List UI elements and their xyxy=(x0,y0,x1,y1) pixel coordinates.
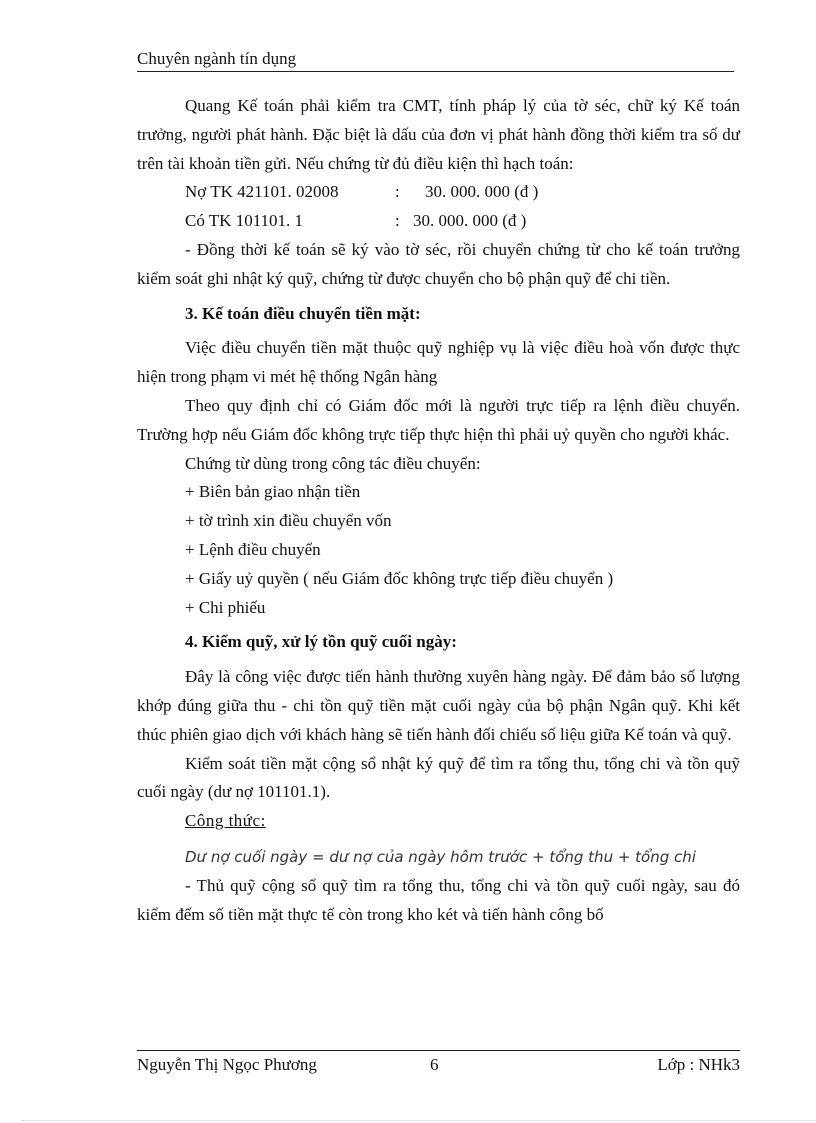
paragraph-1: Quang Kế toán phải kiểm tra CMT, tính pháp lý của tờ séc, chữ ký Kế toán trưởng, người phát hành. Đặc biệt là dấu của đơn vị phát hành đồng thời kiểm tra số dư trên tài khoản tiền gửi. Nếu chứng từ đủ điều kiện thì hạch toán: xyxy=(137,96,740,173)
page-footer xyxy=(137,1050,740,1076)
section-heading-4: 4. Kiểm quỹ, xử lý tồn quỹ cuối ngày: xyxy=(185,632,457,652)
formula-label: Công thức: xyxy=(185,811,266,831)
credit-amount: 30. 000. 000 (đ ) xyxy=(413,211,527,231)
footer-author: Nguyễn Thị Ngọc Phương xyxy=(137,1055,317,1074)
header-title: Chuyên ngành tín dụng xyxy=(137,49,297,68)
paragraph-8: - Thủ quỹ cộng sổ quỹ tìm ra tổng thu, tổng chi và tồn quỹ cuối ngày, sau đó kiểm đếm số tiền mặt thực tế còn trong kho két và tiến hành công bố xyxy=(137,875,740,924)
list-item: + tờ trình xin điều chuyển vốn xyxy=(185,511,392,531)
formula: Dư nợ cuối ngày = dư nợ của ngày hôm trước + tổng thu + tổng chi xyxy=(185,847,696,866)
credit-account: Có TK 101101. 1 xyxy=(185,211,304,231)
section-heading-3: 3. Kế toán điều chuyển tiền mặt: xyxy=(185,303,421,323)
list-item: + Chi phiếu xyxy=(185,597,266,617)
page-edge-divider xyxy=(22,1120,816,1121)
paragraph-7: Kiểm soát tiền mặt cộng sổ nhật ký quỹ để tìm ra tổng thu, tổng chi và tồn quỹ cuối ngày (dư nợ 101101.1). xyxy=(137,753,740,802)
paragraph-4: Theo quy định chỉ có Giám đốc mới là người trực tiếp ra lệnh điều chuyển. Trường hợp nếu Giám đốc không trực tiếp thực hiện thì phải uỷ quyền cho người khác. xyxy=(137,395,740,444)
credit-separator: : xyxy=(395,211,400,231)
page-header xyxy=(137,48,734,72)
list-item: + Lệnh điều chuyển xyxy=(185,539,321,559)
page-content xyxy=(137,92,740,930)
list-item: + Biên bản giao nhận tiền xyxy=(185,482,361,502)
journal-entry-credit xyxy=(137,207,740,236)
footer-class: Lớp : NHk3 xyxy=(657,1055,740,1074)
list-item: + Giấy uỷ quyền ( nếu Giám đốc không trực tiếp điều chuyển ) xyxy=(185,568,614,588)
page-number: 6 xyxy=(430,1055,439,1074)
debit-account: Nợ TK 421101. 02008 xyxy=(185,182,339,202)
paragraph-2: - Đồng thời kế toán sẽ ký vào tờ séc, rồi chuyển chứng từ cho kế toán trưởng kiểm soát ghi nhật ký quỹ, chứng từ được chuyển cho bộ phận quỹ để chi tiền. xyxy=(137,239,740,288)
debit-separator: : xyxy=(395,182,400,202)
paragraph-6: Đây là công việc được tiến hành thường xuyên hàng ngày. Để đảm bảo số lượng khớp đúng giữa thu - chi tồn quỹ tiền mặt cuối ngày của bộ phận Ngân quỹ. Khi kết thúc phiên giao dịch với khách hàng sẽ tiến hành đối chiếu số liệu giữa Kế toán và quỹ. xyxy=(137,667,740,744)
journal-entry-debit xyxy=(137,178,740,207)
debit-amount: 30. 000. 000 (đ ) xyxy=(425,182,539,202)
paragraph-3: Việc điều chuyển tiền mặt thuộc quỹ nghiệp vụ là việc điều hoà vốn được thực hiện trong phạm vi mét hệ thống Ngân hàng xyxy=(137,338,740,387)
paragraph-5: Chứng từ dùng trong công tác điều chuyển: xyxy=(185,453,481,473)
